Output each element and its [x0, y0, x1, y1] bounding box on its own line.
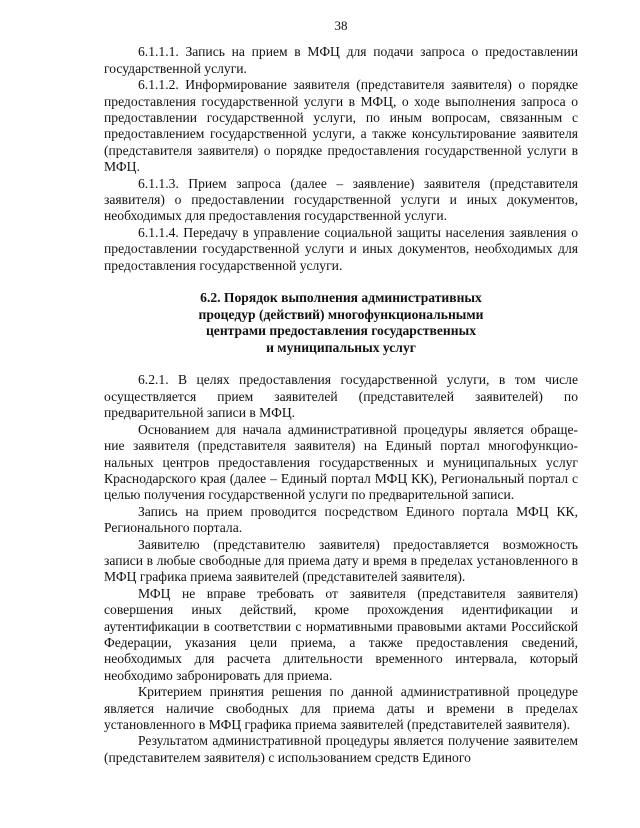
paragraph-6-1-1-3: 6.1.1.3. Прием запроса (далее – заявление) заявителя (представителя заявителя) о предоставлении государственной услуги и иных документов, необходимых для предоставления государственной услуги. [104, 175, 578, 224]
paragraph-result: Результатом административной процедуры является получение заявителем (представителем заявителя) с использованием средств Единого [104, 733, 578, 765]
paragraph-6-2-1: 6.2.1. В целях предоставления государственной услуги, в том числе осуществляется прием заявителей (представителей заявителей) по предварительной записи в МФЦ. [104, 372, 578, 421]
section-heading [104, 290, 578, 356]
paragraph-6-1-1-1: 6.1.1.1. Запись на прием в МФЦ для подачи запроса о предоставлении государственной услуги. [104, 44, 578, 76]
paragraph-appointment: Запись на прием проводится посредством Единого портала МФЦ КК, Регионального портала. [104, 503, 578, 536]
heading-line: и муниципальных услуг [266, 339, 416, 355]
paragraph-mfc-restrictions: МФЦ не вправе требовать от заявителя (представителя заявителя) совершения иных действий, кроме прохождения идентификации и аутентификации в соответствии с нормативными правовыми актами Российской Федерации, указания цели приема, а также предоставления сведений, необходимых для расчета длительности временного интервала, который необходимо забронировать для приема. [104, 585, 578, 683]
spacer [104, 274, 578, 290]
spacer [104, 356, 578, 372]
heading-line: центрами предоставления государственных [205, 323, 477, 339]
paragraph-applicant-option: Заявителю (представителю заявителя) предоставляется возможность записи в любые свободные для приема дату и время в пределах установленного в МФЦ графика приема заявителей (представителей заявителя). [104, 536, 578, 585]
paragraph-criterion: Критерием принятия решения по данной административной процедуре является наличие свободных для приема даты и времени в пределах установленного в МФЦ графика приема заявителей (представителей заявителя). [104, 684, 578, 732]
page-number: 38 [334, 18, 348, 33]
heading-line: процедур (действий) многофункциональными [198, 306, 484, 322]
heading-line: 6.2. Порядок выполнения административных [200, 290, 482, 306]
paragraph-basis: Основанием для начала административной процедуры является обраще-ние заявителя (представителя заявителя) на Единый портал многофункцио-нальных центров предоставления государственных и муниципальных услуг Краснодарского края (далее – Единый портал МФЦ КК), Региональный портал с целью получения государственной услуги по предварительной записи. [104, 421, 578, 503]
paragraph-6-1-1-4: 6.1.1.4. Передачу в управление социальной защиты населения заявления о предоставлении государственной услуги и иных документов, необходимых для предоставления государственной услуги. [104, 224, 578, 273]
paragraph-6-1-1-2: 6.1.1.2. Информирование заявителя (представителя заявителя) о порядке предоставления государственной услуги в МФЦ, о ходе выполнения запроса о предоставлении государственной услуги, по иным вопросам, связанным с предоставлением государственной услуги, а также консультирование заявителя (представителя заявителя) о порядке предоставления государственной услуги в МФЦ. [104, 77, 578, 175]
